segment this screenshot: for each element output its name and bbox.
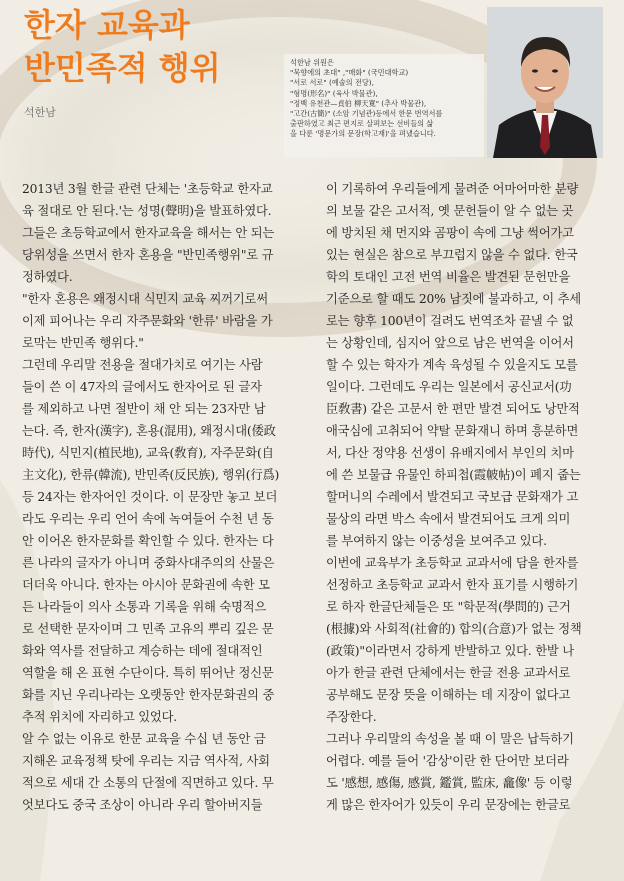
bio-line: 을 다룬 '명문가의 문장(학고재)'을 펴냈습니다. — [290, 129, 436, 139]
text-line: 안 이어온 한자문화를 확인할 수 있다. 한자는 다 — [22, 534, 274, 548]
text-line: 선정하고 초등학교 교과서 한자 표기를 시행하기 — [326, 578, 579, 592]
text-line: 화와 역사를 전달하고 계승하는 데에 절대적인 — [22, 644, 263, 658]
author-name: 석한남 — [24, 106, 56, 119]
text-line: 그런데 우리말 전용을 절대가치로 여기는 사람 — [22, 358, 263, 372]
bio-line: "고간(古簡)" (소암 기념관)등에서 한문 번역서를 — [290, 109, 443, 119]
text-line: 어렵다. 예를 들어 '감상'이란 한 단어만 보더라 — [326, 754, 569, 768]
text-line: 등 24자는 한자어인 것이다. 이 문장만 놓고 보더 — [22, 490, 278, 504]
article-title — [24, 4, 221, 90]
text-line: 학의 토대인 고전 번역 비율은 발견된 문헌만을 — [326, 270, 571, 284]
text-line: 에 방치된 채 먼지와 곰팡이 속에 그냥 썩어가고 — [326, 226, 574, 240]
bio-line: 석한남 위원은 — [290, 58, 334, 67]
text-line: 이제 피어나는 우리 자주문화와 '한류' 바람을 가 — [22, 314, 273, 328]
text-line: 로는 향후 100년이 걸려도 번역조차 끝낼 수 없 — [326, 314, 574, 328]
text-line: 2013년 3월 한글 관련 단체는 '초등학교 한자교 — [22, 182, 273, 196]
text-line: 主文化), 한류(韓流), 반민족(反民族), 행위(行爲) — [22, 468, 280, 482]
text-line: 주장한다. — [326, 710, 377, 724]
text-line: 그들은 초등학교에서 한자교육을 해서는 안 되는 — [22, 226, 275, 240]
title-line-2: 반민족적 행위 — [24, 49, 221, 87]
text-line: 라도 우리는 우리 언어 속에 녹여들어 수천 년 동 — [22, 512, 274, 526]
text-line: 이 기록하여 우리들에게 물려준 어마어마한 분량 — [326, 182, 579, 196]
text-line: 공부해도 문장 뜻을 이해하는 데 지장이 없다고 — [326, 688, 571, 702]
text-line: 에 쓴 보물급 유물인 하피첩(霞帔帖)이 폐지 줍는 — [326, 468, 581, 482]
text-line: 엇보다도 중국 조상이 아니라 우리 할아버지들 — [22, 798, 263, 812]
text-line: 그러나 우리말의 속성을 볼 때 이 말은 납득하기 — [326, 732, 574, 746]
bio-line: "형명(形名)" (육사 박물관), — [290, 88, 378, 98]
text-line: 로 선택한 문자이며 그 민족 고유의 뿌리 깊은 문 — [22, 622, 274, 636]
text-line: (政策)"이라면서 강하게 반발하고 있다. 한발 나 — [326, 644, 574, 658]
text-line: 를 제외하고 나면 절반이 채 안 되는 23자만 남 — [22, 402, 266, 416]
text-line: 기준으로 할 때도 20% 남짓에 불과하고, 이 추세 — [326, 292, 581, 306]
text-line: 든 나라들이 의사 소통과 기록을 위해 숙명적으 — [22, 600, 267, 614]
text-line: 들이 쓴 이 47자의 글에서도 한자어로 된 글자 — [22, 380, 262, 394]
text-line: 이번에 교육부가 초등학교 교과서에 담을 한자를 — [326, 556, 579, 570]
text-line: 역할을 해 온 표현 수단이다. 특히 뛰어난 정신문 — [22, 666, 274, 680]
text-line: 적으로 세대 간 소통의 단절에 직면하고 있다. 무 — [22, 776, 274, 790]
text-line: 지해온 교육정책 탓에 우리는 지금 역사적, 사회 — [22, 754, 270, 768]
text-line: 는다. 즉, 한자(漢字), 혼용(混用), 왜정시대(倭政 — [22, 424, 276, 438]
text-line: 른 나라의 글자가 아니며 중화사대주의의 산물은 — [22, 556, 275, 570]
text-line: 의 보물 같은 고서적, 옛 문헌들이 알 수 없는 곳 — [326, 204, 574, 218]
text-line: 서, 다산 정약용 선생이 유배지에서 부인의 치마 — [326, 446, 574, 460]
text-line: 時代), 식민지(植民地), 교육(敎育), 자주문화(自 — [22, 446, 274, 460]
bio-line: 출판하였고 최근 편지로 살펴보는 선비들의 삶 — [290, 119, 434, 129]
text-line: 일이다. 그런데도 우리는 일본에서 공신교서(功 — [326, 380, 572, 394]
bio-line: "정백 유천관—貞伯 柳天寬" (추사 박물관), — [290, 98, 427, 108]
text-line: 로 하자 한글단체들은 또 "학문적(學問的) 근거 — [326, 600, 571, 614]
text-line: (根據)와 사회적(社會的) 합의(合意)가 없는 정책 — [326, 622, 582, 636]
text-line: "한자 혼용은 왜정시대 식민지 교육 찌꺼기로써 — [22, 292, 268, 306]
text-line: 할머니의 수레에서 발견되고 국보급 문화재가 고 — [326, 490, 579, 504]
article-column-left — [22, 178, 300, 816]
text-line: 아가 한글 관련 단체에서는 한글 전용 교과서로 — [326, 666, 571, 680]
text-line: 알 수 없는 이유로 한문 교육을 수십 년 동안 금 — [22, 732, 266, 746]
text-line: 있는 현실은 참으로 부끄럽지 않을 수 없다. 한국 — [326, 248, 578, 262]
text-line: 더더욱 아니다. 한자는 아시아 문화권에 속한 모 — [22, 578, 270, 592]
text-line: 화를 지닌 우리나라는 오랫동안 한자문화권의 중 — [22, 688, 275, 702]
author-photo — [487, 7, 603, 158]
text-line: 추적 위치에 자리하고 있었다. — [22, 710, 177, 724]
text-line: 게 많은 한자어가 있듯이 우리 문장에는 한글로 — [326, 798, 571, 812]
title-line-1: 한자 교육과 — [24, 6, 190, 44]
text-line: 할 수 있는 학자가 계속 육성될 수 있을지도 모를 — [326, 358, 578, 372]
text-line: 애국심에 고취되어 약탈 문화재니 하며 흥분하면 — [326, 424, 579, 438]
bio-line: "서로 서로" (예술의 전당), — [290, 78, 374, 88]
bio-line: "묵향에의 초대" ,"매화" (국민대학교) — [290, 68, 409, 78]
text-line: 도 '感想, 感傷, 感賞, 鑑賞, 監床, 龕像' 등 이렇 — [326, 776, 573, 790]
text-line: 물상의 라면 박스 속에서 발견되어도 크게 의미 — [326, 512, 571, 526]
text-line: 당위성을 쓰면서 한자 혼용을 "반민족행위"로 규 — [22, 248, 274, 262]
text-line: 정하였다. — [22, 270, 73, 284]
author-bio — [284, 54, 484, 157]
text-line: 臣敎書) 같은 고문서 한 편만 발견 되어도 낭만적 — [326, 402, 580, 416]
text-line: 로막는 반민족 행위다." — [22, 336, 144, 350]
text-line: 를 부여하지 않는 이중성을 보여주고 있다. — [326, 534, 547, 548]
text-line: 육 절대로 안 된다.'는 성명(聲明)을 발표하였다. — [22, 204, 272, 218]
text-line: 는 상황인데, 심지어 앞으로 남은 번역을 이어서 — [326, 336, 574, 350]
article-column-right — [326, 178, 606, 816]
